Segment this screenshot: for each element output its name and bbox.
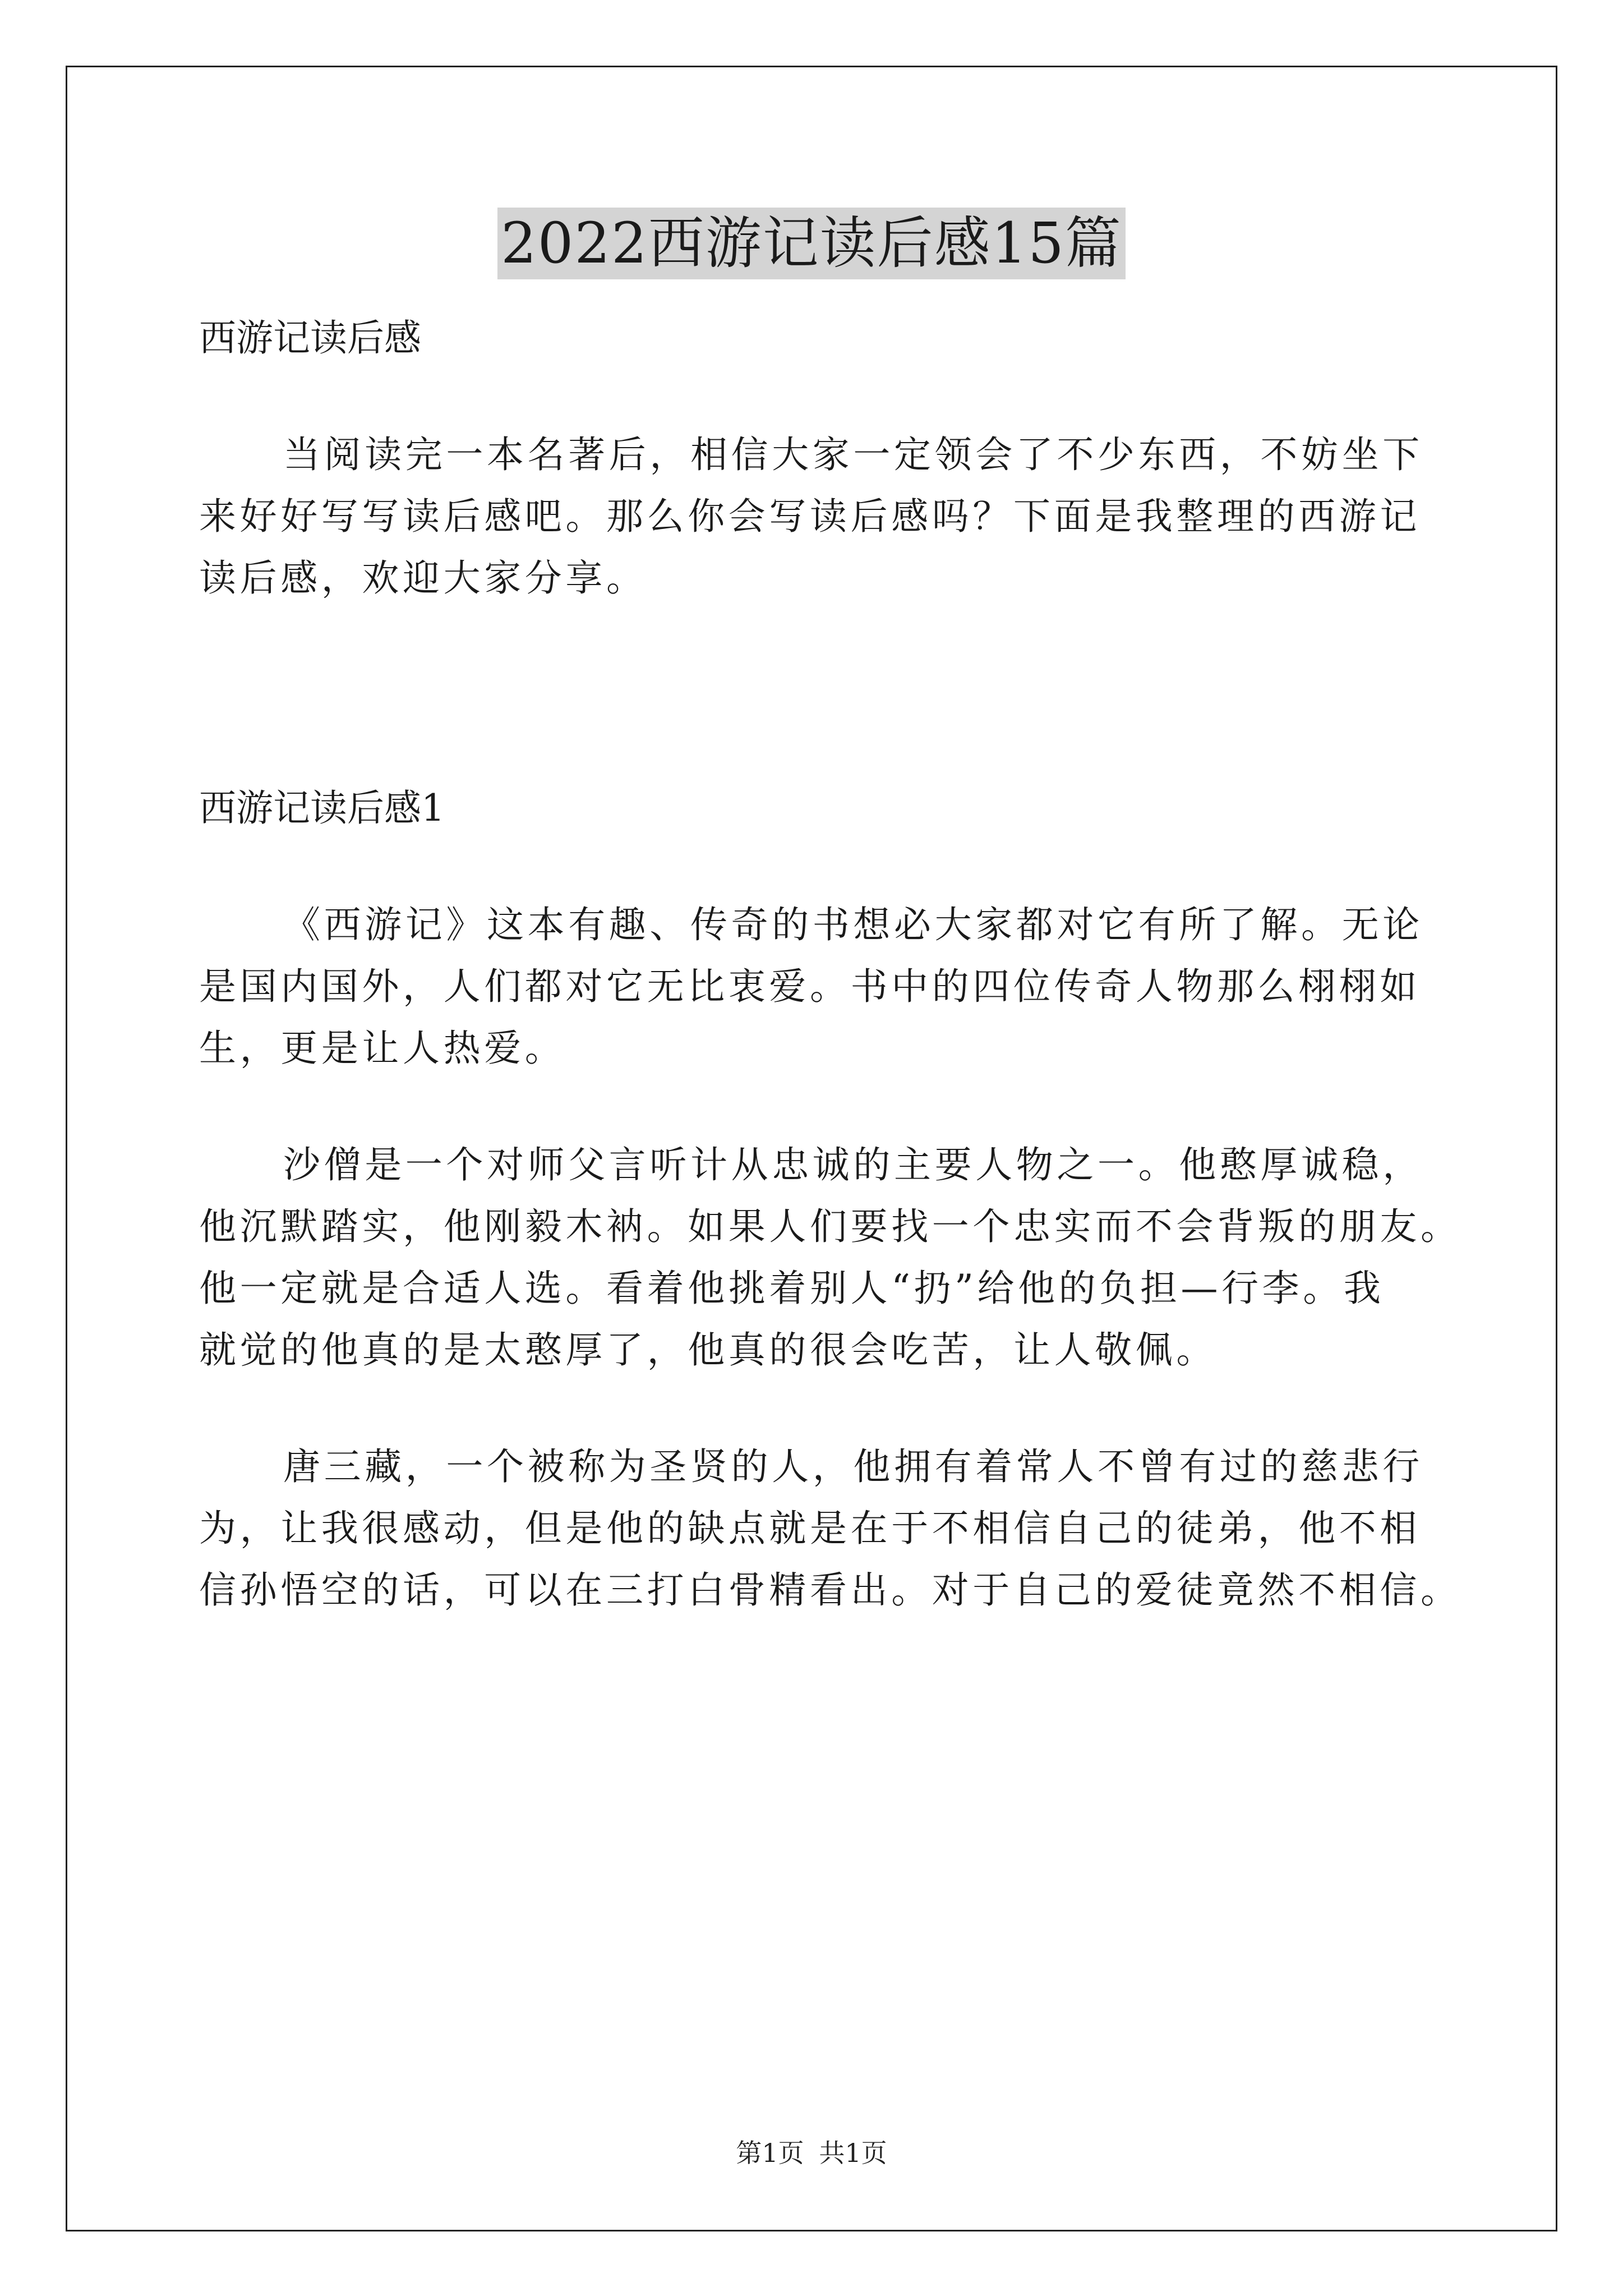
paragraph-1 [199, 894, 1433, 1079]
paragraph-3 [199, 1436, 1461, 1621]
page-total: 共1页 [819, 2138, 887, 2168]
page-number: 第1页 [736, 2138, 804, 2168]
document-body [199, 307, 1461, 1621]
text-line: 是国内国外，人们都对它无比衷爱。书中的四位传奇人物那么栩栩如 [199, 965, 1421, 1008]
intro-paragraph [199, 424, 1433, 609]
section-heading: 西游记读后感1 [199, 786, 445, 830]
text-line: 当阅读完一本名著后，相信大家一定领会了不少东西，不妨坐下 [283, 433, 1423, 476]
document-title: 2022西游记读后感15篇 [497, 208, 1126, 279]
text-line: 沙僧是一个对师父言听计从忠诚的主要人物之一。他憨厚诚稳， [283, 1143, 1423, 1186]
text-line: 他一定就是合适人选。看着他挑着别人“扔”给他的负担—行李。我 [199, 1267, 1385, 1310]
page-footer [0, 2136, 1623, 2170]
text-line: 他沉默踏实，他刚毅木衲。如果人们要找一个忠实而不会背叛的朋友。 [199, 1205, 1461, 1248]
text-line: 唐三藏，一个被称为圣贤的人，他拥有着常人不曾有过的慈悲行 [283, 1445, 1423, 1488]
paragraph-2 [199, 1134, 1461, 1381]
text-line: 来好好写写读后感吧。那么你会写读后感吗？下面是我整理的西游记 [199, 495, 1421, 538]
text-line: 信孙悟空的话，可以在三打白骨精看出。对于自己的爱徒竟然不相信。 [199, 1568, 1461, 1612]
title-block [0, 208, 1623, 279]
text-line: 读后感，欢迎大家分享。 [199, 556, 647, 600]
text-line: 就觉的他真的是太憨厚了，他真的很会吃苦，让人敬佩。 [199, 1328, 1217, 1372]
text-line: 为，让我很感动，但是他的缺点就是在于不相信自己的徒弟，他不相 [199, 1507, 1421, 1550]
intro-heading: 西游记读后感 [199, 316, 421, 360]
text-line: 生，更是让人热爱。 [199, 1027, 566, 1070]
text-line: 《西游记》这本有趣、传奇的书想必大家都对它有所了解。无论 [283, 903, 1423, 946]
